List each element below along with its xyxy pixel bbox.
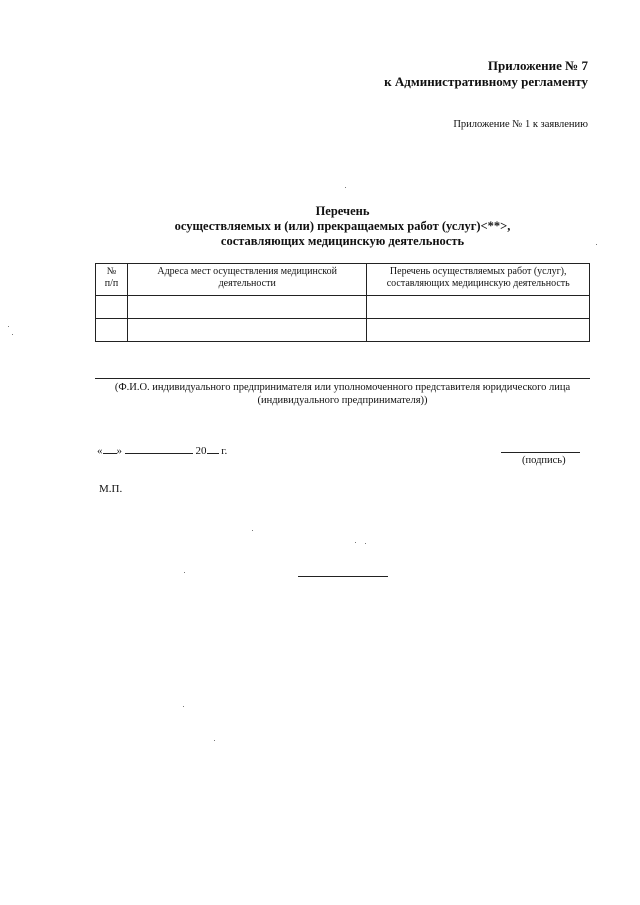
column-header-addresses-line-2: деятельности (218, 278, 276, 289)
scan-speck (252, 530, 253, 531)
date-open-quote: « (97, 445, 103, 457)
column-header-number (96, 264, 128, 296)
year-blank (207, 444, 219, 454)
signature-line (501, 452, 580, 453)
column-header-addresses-line-1: Адреса мест осуществления медицинской (157, 266, 338, 277)
column-header-services (367, 264, 590, 296)
document-title (95, 204, 590, 249)
end-separator-line (298, 576, 388, 577)
table-cell (96, 319, 128, 342)
column-header-number-line-1: № (106, 266, 117, 277)
title-line-3: составляющих медицинскую деятельность (220, 234, 465, 248)
appendix-title: Приложение № 7 (487, 58, 588, 73)
fio-caption-line-2: (индивидуального предпринимателя)) (257, 395, 428, 406)
fio-signature-line (95, 378, 590, 379)
table-cell (367, 296, 590, 319)
column-header-number-line-2: п/п (104, 278, 119, 289)
scan-speck (214, 740, 215, 741)
title-line-1: Перечень (315, 204, 370, 218)
year-prefix: 20 (195, 445, 207, 457)
column-header-addresses (127, 264, 366, 296)
table-cell (367, 319, 590, 342)
stamp-label: М.П. (99, 483, 123, 495)
table-cell (127, 319, 366, 342)
date-field (97, 444, 227, 457)
application-appendix-label: Приложение № 1 к заявлению (453, 119, 588, 130)
scan-speck (365, 543, 366, 544)
month-blank (125, 444, 193, 454)
scan-speck (355, 542, 356, 543)
column-header-services-line-2: составляющих медицинскую деятельность (386, 278, 570, 289)
title-line-2: осуществляемых и (или) прекращаемых работ (услуг)<**>, (174, 219, 511, 233)
table-cell (96, 296, 128, 319)
column-header-services-line-1: Перечень осуществляемых работ (услуг), (389, 266, 567, 277)
table-row (96, 319, 590, 342)
appendix-subtitle: к Административному регламенту (384, 74, 588, 89)
scan-speck (345, 187, 346, 188)
fio-caption-line-1: (Ф.И.О. индивидуального предпринимателя или уполномоченного представителя юридического лица (114, 382, 571, 393)
scan-speck (12, 334, 13, 335)
table-header-row (96, 264, 590, 296)
services-table (95, 263, 590, 342)
table-cell (127, 296, 366, 319)
date-close-quote: » (116, 445, 122, 457)
scan-speck (8, 326, 9, 327)
scan-speck (596, 244, 597, 245)
table-row (96, 296, 590, 319)
day-blank (103, 444, 117, 454)
fio-caption (95, 381, 590, 407)
signature-caption: (подпись) (522, 455, 566, 466)
year-suffix: г. (221, 445, 228, 457)
scan-speck (184, 572, 185, 573)
scan-speck (183, 706, 184, 707)
